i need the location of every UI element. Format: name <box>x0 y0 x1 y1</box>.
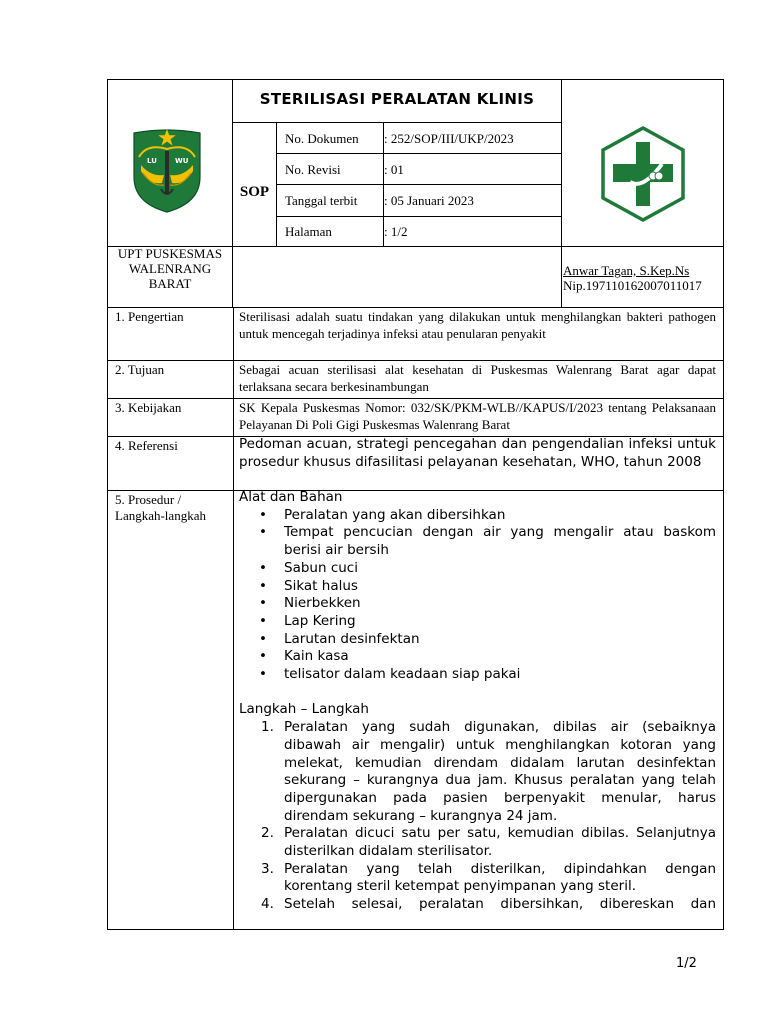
logo-text-lu: LU <box>147 157 157 165</box>
meta-label-revisi: No. Revisi <box>285 162 341 177</box>
meta-value-dokumen: : 252/SOP/III/UKP/2023 <box>384 131 514 146</box>
list-item: • Kain kasa <box>239 648 716 666</box>
langkah-heading: Langkah – Langkah <box>239 701 369 718</box>
step-text: Peralatan dicuci satu per satu, kemudian dibilas. Selanjutnya disterilkan didalam sterilisator. <box>284 825 716 860</box>
meta-label-dokumen: No. Dokumen <box>285 131 359 146</box>
label-tujuan: 2. Tujuan <box>115 362 165 377</box>
step-text: Peralatan yang sudah digunakan, dibilas air (sebaiknya dibawah air mengalir) untuk menghilangkan kotoran yang melekat, kemudian direndam didalam larutan desinfektan sekurang – kurangnya dua jam. Khusus peralatan yang telah dipergunakan pada pasien berpenyakit menular, harus direndam sekurang – kurangnya 24 jam. <box>284 719 716 824</box>
meta-label-halaman: Halaman <box>285 224 332 239</box>
luwu-logo <box>131 127 203 213</box>
page-number: 1/2 <box>676 956 697 971</box>
list-item: • Peralatan yang akan dibersihkan <box>239 507 716 525</box>
label-prosedur: 5. Prosedur / Langkah-langkah <box>115 492 206 523</box>
sop-label: SOP <box>239 184 270 200</box>
text-pengertian: Sterilisasi adalah suatu tindakan yang dilakukan untuk menghilangkan bakteri pathogen untuk mencegah terjadinya infeksi atau penularan penyakit <box>239 309 716 341</box>
list-item: • Sabun cuci <box>239 560 716 578</box>
label-referensi: 4. Referensi <box>115 438 178 453</box>
signer-nip: Nip.197110162007011017 <box>563 278 702 293</box>
list-item: • Nierbekken <box>239 595 716 613</box>
step-text: Setelah selesai, peralatan dibersihkan, dibereskan dan <box>284 896 716 913</box>
meta-value-tanggal: : 05 Januari 2023 <box>384 193 474 208</box>
list-item <box>239 825 716 860</box>
label-pengertian: 1. Pengertian <box>115 309 184 324</box>
meta-label-tanggal: Tanggal terbit <box>285 193 358 208</box>
alat-heading: Alat dan Bahan <box>239 489 343 505</box>
step-number: 4. <box>261 896 274 913</box>
step-number: 1. <box>261 719 274 736</box>
puskesmas-logo <box>600 126 686 222</box>
step-text: Peralatan yang telah disterilkan, dipindahkan dengan korentang steril ketempat penyimpanan yang steril. <box>284 860 716 895</box>
list-item: • Tempat pencucian dengan air yang mengalir atau baskom berisi air bersih <box>239 524 716 559</box>
list-item: • Larutan desinfektan <box>239 631 716 649</box>
step-number: 3. <box>261 860 274 877</box>
list-item <box>239 861 716 896</box>
langkah-list <box>239 719 716 914</box>
list-item: • Sikat halus <box>239 578 716 596</box>
signer-name: Anwar Tagan, S.Kep.Ns <box>563 263 690 278</box>
meta-value-revisi: : 01 <box>384 162 404 177</box>
alat-list <box>239 507 716 684</box>
text-referensi: Pedoman acuan, strategi pencegahan dan pengendalian infeksi untuk prosedur khusus difasilitasi pelayanan kesehatan, WHO, tahun 2008 <box>239 436 716 470</box>
text-tujuan: Sebagai acuan sterilisasi alat kesehatan di Puskesmas Walenrang Barat agar dapat terlaksana secara berkesinambungan <box>239 362 716 394</box>
label-kebijakan: 3. Kebijakan <box>115 400 182 415</box>
document-title: STERILISASI PERALATAN KLINIS <box>259 90 535 108</box>
list-item <box>239 896 716 914</box>
meta-value-halaman: : 1/2 <box>384 224 408 239</box>
org-name: UPT PUSKESMAS WALENRANG BARAT <box>117 246 223 291</box>
prosedur-content <box>239 489 716 914</box>
step-number: 2. <box>261 825 274 842</box>
list-item: • Lap Kering <box>239 613 716 631</box>
text-kebijakan: SK Kepala Puskesmas Nomor: 032/SK/PKM-WLB//KAPUS/I/2023 tentang Pelaksanaan Pelayanan Di Poli Gigi Puskesmas Walenrang Barat <box>239 400 716 432</box>
logo-text-wu: WU <box>175 157 189 165</box>
list-item <box>239 719 716 825</box>
list-item: • telisator dalam keadaan siap pakai <box>239 666 716 684</box>
